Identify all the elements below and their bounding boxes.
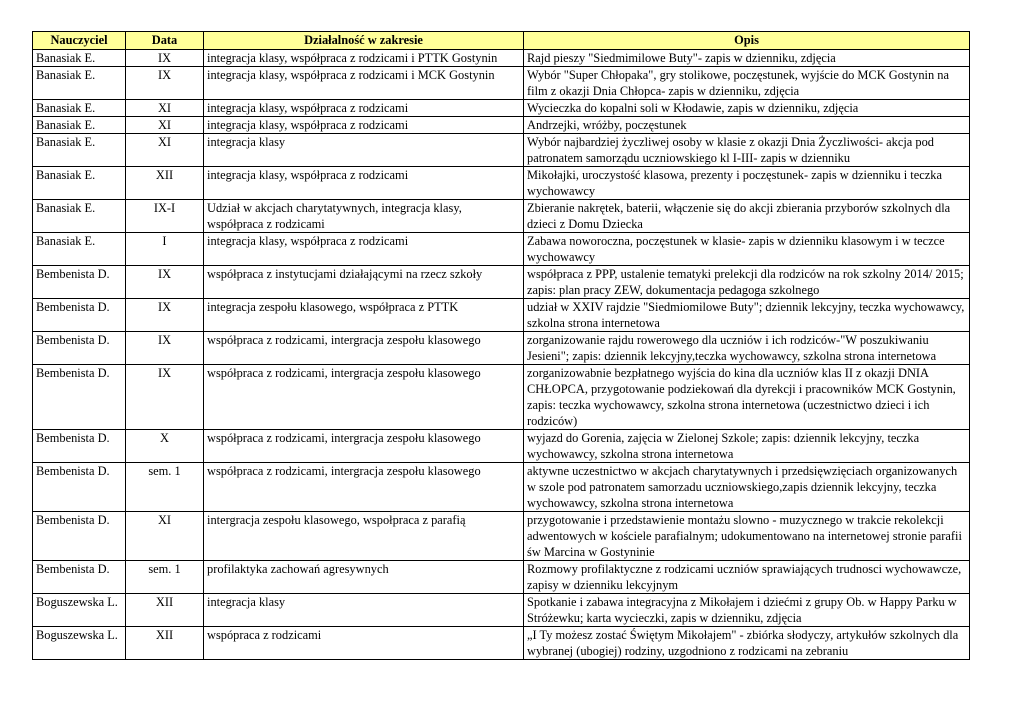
cell-description: współpraca z PPP, ustalenie tematyki prelekcji dla rodziców na rok szkolny 2014/ 2015; zapis: plan pracy ZEW, dokumentacja pedagoga szkolnego [524, 266, 970, 299]
cell-area: integracja klasy, współpraca z rodzicami [204, 100, 524, 117]
cell-date: XII [126, 167, 204, 200]
cell-teacher: Banasiak E. [33, 134, 126, 167]
cell-teacher: Bembenista D. [33, 299, 126, 332]
cell-description: przygotowanie i przedstawienie montażu slowno - muzycznego w trakcie rekolekcji adwentowych w kościele parafialnym; udokumentowano na internetowej stronie parafii św Marcina w Gostyninie [524, 512, 970, 561]
cell-date: X [126, 430, 204, 463]
table-row [33, 430, 970, 463]
cell-area: współpraca z rodzicami, intergracja zespołu klasowego [204, 365, 524, 430]
header-description: Opis [524, 32, 970, 50]
cell-date: sem. 1 [126, 463, 204, 512]
table-row [33, 627, 970, 660]
activity-table-sheet [32, 31, 969, 660]
table-row [33, 365, 970, 430]
table-header-row [33, 32, 970, 50]
cell-teacher: Bembenista D. [33, 512, 126, 561]
cell-teacher: Banasiak E. [33, 50, 126, 67]
cell-description: Andrzejki, wróżby, poczęstunek [524, 117, 970, 134]
cell-date: IX-I [126, 200, 204, 233]
cell-teacher: Banasiak E. [33, 67, 126, 100]
cell-description: zorganizowabnie bezpłatnego wyjścia do kina dla uczniów klas II z okazji DNIA CHŁOPCA, przygotowanie podziekowań dla dyrekcji i pracowników MCK Gostynin, zapis: teczka wychowawcy, szkolna strona internetowa (uczestnictwo dzieci i ich rodziców) [524, 365, 970, 430]
cell-date: IX [126, 266, 204, 299]
cell-area: profilaktyka zachowań agresywnych [204, 561, 524, 594]
table-row [33, 512, 970, 561]
cell-description: Zbieranie nakrętek, baterii, włączenie się do akcji zbierania przyborów szkolnych dla dzieci z Domu Dziecka [524, 200, 970, 233]
cell-description: zorganizowanie rajdu rowerowego dla uczniów i ich rodziców-"W poszukiwaniu Jesieni"; zapis: dziennik lekcyjny,teczka wychowawcy, szkolna strona internetowa [524, 332, 970, 365]
cell-description: aktywne uczestnictwo w akcjach charytatywnych i przedsięwzięciach organizowanych w szole pod patronatem samorzadu uczniowskiego,zapis dziennik lekcyjny, teczka wychowawcy, szkolna strona internetowa [524, 463, 970, 512]
table-row [33, 134, 970, 167]
header-area: Działalność w zakresie [204, 32, 524, 50]
cell-date: IX [126, 67, 204, 100]
header-date: Data [126, 32, 204, 50]
cell-date: I [126, 233, 204, 266]
cell-description: Wycieczka do kopalni soli w Kłodawie, zapis w dzienniku, zdjęcia [524, 100, 970, 117]
cell-area: integracja klasy, współpraca z rodzicami i MCK Gostynin [204, 67, 524, 100]
cell-area: integracja klasy, współpraca z rodzicami [204, 117, 524, 134]
table-row [33, 463, 970, 512]
cell-area: wspópraca z rodzicami [204, 627, 524, 660]
table-row [33, 266, 970, 299]
cell-date: IX [126, 50, 204, 67]
cell-date: XI [126, 134, 204, 167]
cell-teacher: Banasiak E. [33, 100, 126, 117]
cell-teacher: Boguszewska L. [33, 594, 126, 627]
table-row [33, 50, 970, 67]
cell-description: Zabawa noworoczna, poczęstunek w klasie- zapis w dzienniku klasowym i w teczce wychowawcy [524, 233, 970, 266]
cell-area: integracja klasy, współpraca z rodzicami [204, 233, 524, 266]
cell-area: współpraca z instytucjami działającymi na rzecz szkoły [204, 266, 524, 299]
cell-description: Wybór "Super Chłopaka", gry stolikowe, poczęstunek, wyjście do MCK Gostynin na film z okazji Dnia Chłopca- zapis w dzienniku, zdjęcia [524, 67, 970, 100]
table-row [33, 67, 970, 100]
cell-area: Udział w akcjach charytatywnych, integracja klasy, współpraca z rodzicami [204, 200, 524, 233]
cell-description: Spotkanie i zabawa integracyjna z Mikołajem i dziećmi z grupy Ob. w Happy Parku w Stróżewku; karta wycieczki, zapis w dzienniku, zdjęcia [524, 594, 970, 627]
cell-area: integracja klasy, współpraca z rodzicami [204, 167, 524, 200]
cell-date: XI [126, 512, 204, 561]
activity-table [32, 31, 970, 660]
cell-teacher: Boguszewska L. [33, 627, 126, 660]
table-row [33, 561, 970, 594]
cell-description: udział w XXIV rajdzie "Siedmiomilowe Buty"; dziennik lekcyjny, teczka wychowawcy, szkolna strona internetowa [524, 299, 970, 332]
cell-area: współpraca z rodzicami, intergracja zespołu klasowego [204, 463, 524, 512]
table-row [33, 117, 970, 134]
table-row [33, 299, 970, 332]
cell-area: integracja klasy [204, 594, 524, 627]
cell-area: integracja klasy [204, 134, 524, 167]
cell-description: wyjazd do Gorenia, zajęcia w Zielonej Szkole; zapis: dziennik lekcyjny, teczka wychowawcy, szkolna strona internetowa [524, 430, 970, 463]
cell-teacher: Banasiak E. [33, 167, 126, 200]
cell-teacher: Bembenista D. [33, 430, 126, 463]
cell-teacher: Bembenista D. [33, 266, 126, 299]
cell-date: XI [126, 117, 204, 134]
cell-area: współpraca z rodzicami, intergracja zespołu klasowego [204, 332, 524, 365]
cell-teacher: Banasiak E. [33, 117, 126, 134]
cell-date: IX [126, 365, 204, 430]
cell-description: „I Ty możesz zostać Świętym Mikołajem" - zbiórka słodyczy, artykułów szkolnych dla wybranej (ubogiej) rodziny, uzgodniono z rodzicami na zebraniu [524, 627, 970, 660]
table-row [33, 200, 970, 233]
cell-teacher: Bembenista D. [33, 365, 126, 430]
table-row [33, 167, 970, 200]
header-teacher: Nauczyciel [33, 32, 126, 50]
table-row [33, 233, 970, 266]
cell-description: Mikołajki, uroczystość klasowa, prezenty i poczęstunek- zapis w dzienniku i teczka wychowawcy [524, 167, 970, 200]
cell-area: intergracja zespołu klasowego, wspołpraca z parafią [204, 512, 524, 561]
cell-description: Wybór najbardziej życzliwej osoby w klasie z okazji Dnia Życzliwości- akcja pod patronatem samorządu uczniowskiego kl I-III- zapis w dzienniku [524, 134, 970, 167]
cell-date: sem. 1 [126, 561, 204, 594]
cell-area: współpraca z rodzicami, intergracja zespołu klasowego [204, 430, 524, 463]
cell-teacher: Bembenista D. [33, 332, 126, 365]
cell-area: integracja zespołu klasowego, współpraca z PTTK [204, 299, 524, 332]
cell-date: XI [126, 100, 204, 117]
table-body [33, 50, 970, 660]
cell-description: Rajd pieszy "Siedmimilowe Buty"- zapis w dzienniku, zdjęcia [524, 50, 970, 67]
cell-teacher: Banasiak E. [33, 233, 126, 266]
cell-date: IX [126, 299, 204, 332]
cell-date: IX [126, 332, 204, 365]
cell-date: XII [126, 594, 204, 627]
cell-date: XII [126, 627, 204, 660]
cell-area: integracja klasy, współpraca z rodzicami i PTTK Gostynin [204, 50, 524, 67]
table-row [33, 100, 970, 117]
cell-teacher: Bembenista D. [33, 463, 126, 512]
cell-teacher: Banasiak E. [33, 200, 126, 233]
table-row [33, 332, 970, 365]
table-row [33, 594, 970, 627]
cell-teacher: Bembenista D. [33, 561, 126, 594]
cell-description: Rozmowy profilaktyczne z rodzicami uczniów sprawiających trudnosci wychowawcze, zapisy w dzienniku lekcyjnym [524, 561, 970, 594]
